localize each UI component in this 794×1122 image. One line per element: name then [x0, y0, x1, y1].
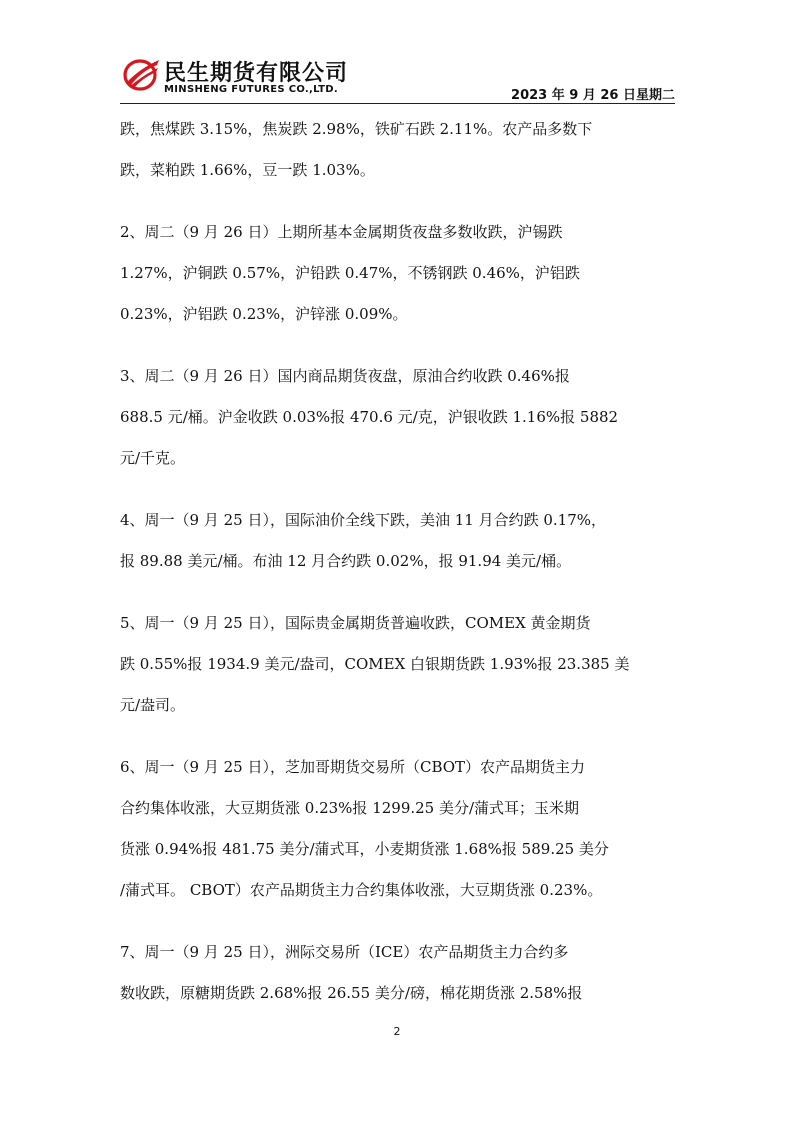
- text-line: 元/盎司。: [120, 696, 186, 714]
- text-line: /蒲式耳。 CBOT）农产品期货主力合约集体收涨，大豆期货涨 0.23%。: [120, 881, 603, 899]
- text-line: 报 89.88 美元/桶。布油 12 月合约跌 0.02%，报 91.94 美元/桶。: [120, 552, 572, 570]
- page-header: [120, 52, 675, 104]
- text-line: 2、周二（9 月 26 日）上期所基本金属期货夜盘多数收跌，沪锡跌: [120, 223, 563, 241]
- paragraph-7: [120, 932, 685, 1014]
- company-logo: [120, 52, 370, 100]
- text-line: 跌，菜粕跌 1.66%，豆一跌 1.03%。: [120, 161, 375, 179]
- company-name-cn: 民生期货有限公司: [164, 61, 349, 86]
- paragraph-1: [120, 109, 685, 191]
- paragraph-4: [120, 500, 685, 582]
- company-name-en: MINSHENG FUTURES CO.,LTD.: [164, 84, 338, 95]
- text-line: 跌，焦煤跌 3.15%，焦炭跌 2.98%，铁矿石跌 2.11%。农产品多数下: [120, 120, 593, 138]
- header-divider: [120, 103, 675, 104]
- text-line: 3、周二（9 月 26 日）国内商品期货夜盘，原油合约收跌 0.46%报: [120, 367, 570, 385]
- text-line: 688.5 元/桶。沪金收跌 0.03%报 470.6 元/克，沪银收跌 1.16%报 5882: [120, 408, 619, 426]
- text-line: 0.23%，沪铝跌 0.23%，沪锌涨 0.09%。: [120, 305, 408, 323]
- paragraph-5: [120, 603, 685, 726]
- text-line: 元/千克。: [120, 449, 186, 467]
- report-date: 2023 年 9 月 26 日星期二: [511, 88, 675, 103]
- text-line: 跌 0.55%报 1934.9 美元/盎司，COMEX 白银期货跌 1.93%报 23.385 美: [120, 655, 630, 673]
- text-line: 合约集体收涨，大豆期货涨 0.23%报 1299.25 美分/蒲式耳；玉米期: [120, 799, 580, 817]
- text-line: 货涨 0.94%报 481.75 美分/蒲式耳，小麦期货涨 1.68%报 589.25 美分: [120, 840, 609, 858]
- text-line: 数收跌，原糖期货跌 2.68%报 26.55 美分/磅，棉花期货涨 2.58%报: [120, 984, 583, 1002]
- paragraph-2: [120, 212, 685, 335]
- text-line: 7、周一（9 月 25 日），洲际交易所（ICE）农产品期货主力合约多: [120, 943, 569, 961]
- page-number: 2: [393, 1025, 401, 1038]
- text-line: 5、周一（9 月 25 日），国际贵金属期货普遍收跌，COMEX 黄金期货: [120, 614, 591, 632]
- paragraph-3: [120, 356, 685, 479]
- text-line: 4、周一（9 月 25 日），国际油价全线下跌，美油 11 月合约跌 0.17%，: [120, 511, 607, 529]
- document-body: [120, 109, 685, 1035]
- text-line: 6、周一（9 月 25 日），芝加哥期货交易所（CBOT）农产品期货主力: [120, 758, 586, 776]
- minsheng-logo-icon: [123, 56, 161, 92]
- paragraph-6: [120, 747, 685, 911]
- text-line: 1.27%，沪铜跌 0.57%，沪铅跌 0.47%，不锈钢跌 0.46%，沪铝跌: [120, 264, 580, 282]
